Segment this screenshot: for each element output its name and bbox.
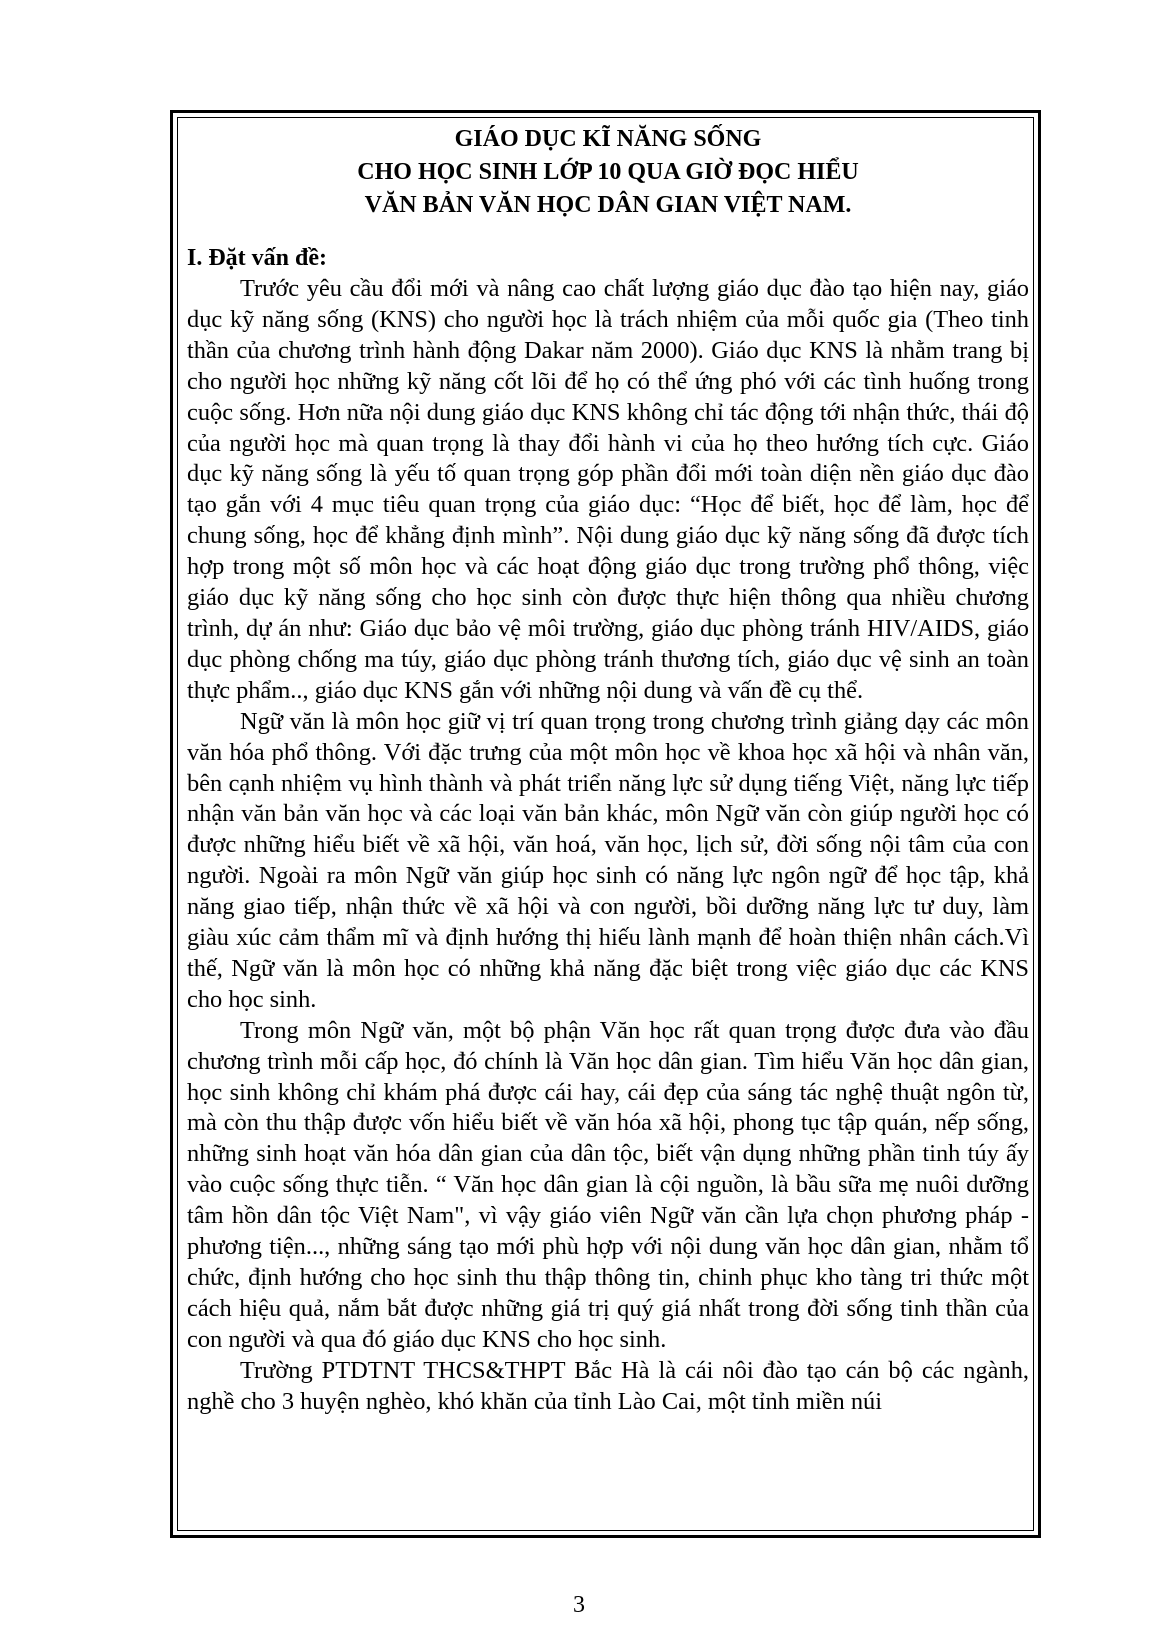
title-line-3: VĂN BẢN VĂN HỌC DÂN GIAN VIỆT NAM. <box>364 192 852 218</box>
section-heading: I. Đặt vấn đề: <box>187 245 328 271</box>
paragraph-3: Trong môn Ngữ văn, một bộ phận Văn học rất quan trọng được đưa vào đầu chương trình mỗi cấp học, đó chính là Văn học dân gian. Tìm hiểu Văn học dân gian, học sinh không chỉ khám phá được cái hay, cái đẹp của sáng tác nghệ thuật ngôn từ, mà còn thu thập được vốn hiểu biết về văn hóa xã hội, phong tục tập quán, nếp sống, những sinh hoạt văn hóa dân gian của dân tộc, biết vận dụng những phần tinh túy ấy vào cuộc sống thực tiễn. “ Văn học dân gian là cội nguồn, là bầu sữa mẹ nuôi dưỡng tâm hồn dân tộc Việt Nam", vì vậy giáo viên Ngữ văn cần lựa chọn phương pháp - phương tiện..., những sáng tạo mới phù hợp với nội dung văn học dân gian, nhằm tổ chức, định hướng cho học sinh thu thập thông tin, chinh phục kho tàng tri thức một cách hiệu quả, nắm bắt được những giá trị quý giá nhất trong đời sống tinh thần của con người và qua đó giáo dục KNS cho học sinh. <box>187 1016 1029 1353</box>
page-number: 3 <box>573 1592 585 1618</box>
document-body <box>187 123 1029 1418</box>
paragraph-1: Trước yêu cầu đổi mới và nâng cao chất lượng giáo dục đào tạo hiện nay, giáo dục kỹ năng sống (KNS) cho người học là trách nhiệm của mỗi quốc gia (Theo tinh thần của chương trình hành động Dakar năm 2000). Giáo dục KNS là nhằm trang bị cho người học những kỹ năng cốt lõi để họ có thể ứng phó với các tình huống trong cuộc sống. Hơn nữa nội dung giáo dục KNS không chỉ tác động tới nhận thức, thái độ của người học mà quan trọng là thay đổi hành vi của họ theo hướng tích cực. Giáo dục kỹ năng sống là yếu tố quan trọng góp phần đổi mới toàn diện nền giáo dục đào tạo gắn với 4 mục tiêu quan trọng của giáo dục: “Học để biết, học để làm, học để chung sống, học để khẳng định mình”. Nội dung giáo dục kỹ năng sống đã được tích hợp trong một số môn học và các hoạt động giáo dục trong trường phổ thông, việc giáo dục kỹ năng sống cho học sinh còn được thực hiện thông qua nhiều chương trình, dự án như: Giáo dục bảo vệ môi trường, giáo dục phòng tránh HIV/AIDS, giáo dục phòng chống ma túy, giáo dục phòng tránh thương tích, giáo dục vệ sinh an toàn thực phẩm.., giáo dục KNS gắn với những nội dung và vấn đề cụ thể. <box>187 275 1029 704</box>
title-line-2: CHO HỌC SINH LỚP 10 QUA GIỜ ĐỌC HIỂU <box>357 159 859 185</box>
document-title <box>187 123 1029 222</box>
page-border <box>170 110 1041 1538</box>
title-line-1: GIÁO DỤC KĨ NĂNG SỐNG <box>454 126 762 152</box>
paragraph-4: Trường PTDTNT THCS&THPT Bắc Hà là cái nôi đào tạo cán bộ các ngành, nghề cho 3 huyện nghèo, khó khăn của tỉnh Lào Cai, một tỉnh miền núi <box>187 1356 1029 1415</box>
page-border-inner <box>177 117 1034 1531</box>
paragraph-2: Ngữ văn là môn học giữ vị trí quan trọng trong chương trình giảng dạy các môn văn hóa phổ thông. Với đặc trưng của một môn học về khoa học xã hội và nhân văn, bên cạnh nhiệm vụ hình thành và phát triển năng lực sử dụng tiếng Việt, năng lực tiếp nhận văn bản văn học và các loại văn bản khác, môn Ngữ văn còn giúp người học có được những hiểu biết về xã hội, văn hoá, văn học, lịch sử, đời sống nội tâm của con người. Ngoài ra môn Ngữ văn giúp học sinh có năng lực ngôn ngữ để học tập, khả năng giao tiếp, nhận thức về xã hội và con người, bồi dưỡng năng lực tư duy, làm giàu xúc cảm thẩm mĩ và định hướng thị hiếu lành mạnh để hoàn thiện nhân cách.Vì thế, Ngữ văn là môn học có những khả năng đặc biệt trong việc giáo dục các KNS cho học sinh. <box>187 707 1029 1013</box>
